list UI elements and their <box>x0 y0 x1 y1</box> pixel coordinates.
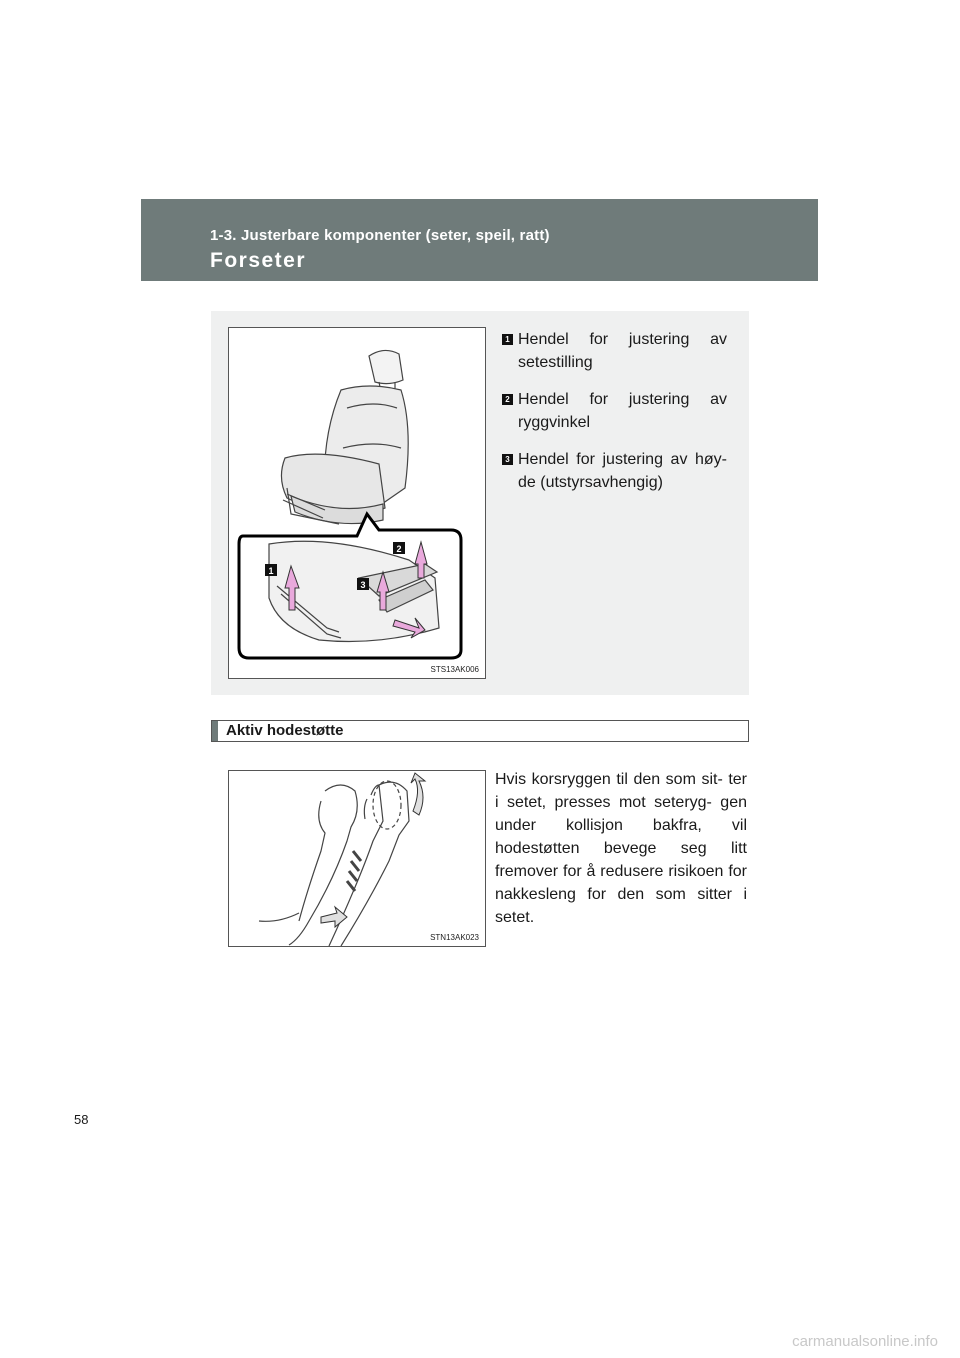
section-title: 1-3. Justerbare komponenter (seter, speil, ratt) <box>210 227 550 244</box>
callout-number: 2 <box>396 544 402 554</box>
seat-illustration <box>229 328 485 678</box>
legend-item <box>501 328 727 374</box>
headrest-illustration <box>229 771 485 946</box>
number-badge: 2 <box>502 394 513 405</box>
headrest-figure <box>228 770 486 947</box>
number-badge: 1 <box>502 334 513 345</box>
back-arrow <box>321 907 347 927</box>
legend-item <box>501 448 727 494</box>
subheading-text: Aktiv hodestøtte <box>226 722 344 739</box>
subheading-box <box>211 720 749 742</box>
legend-text: Hendel for justering av ryggvinkel <box>518 391 727 431</box>
page-title: Forseter <box>210 249 307 272</box>
number-badge: 3 <box>502 454 513 465</box>
page-number: 58 <box>74 1112 89 1127</box>
subheading-bar <box>212 721 218 741</box>
section-header <box>141 199 818 281</box>
headrest-arrow <box>411 773 425 815</box>
callout-number: 3 <box>360 580 366 590</box>
legend-text: Hendel for justering av høy- de (utstyrsavhengig) <box>518 451 727 491</box>
seat-figure <box>228 327 486 679</box>
legend-text: Hendel for justering av setestilling <box>518 331 727 371</box>
callout-number: 1 <box>268 566 274 576</box>
figure-code: STN13AK023 <box>430 933 479 942</box>
watermark: carmanualsonline.info <box>792 1333 938 1350</box>
figure-code: STS13AK006 <box>430 665 479 674</box>
legend-item <box>501 388 727 434</box>
body-paragraph: Hvis korsryggen til den som sit- ter i setet, presses mot seteryg- gen under kollisjon bakfra, vil hodestøtten bevege seg litt fremover for å redusere risikoen for nakkesleng for den som sitter i setet. <box>495 771 747 926</box>
legend-list <box>501 328 727 508</box>
